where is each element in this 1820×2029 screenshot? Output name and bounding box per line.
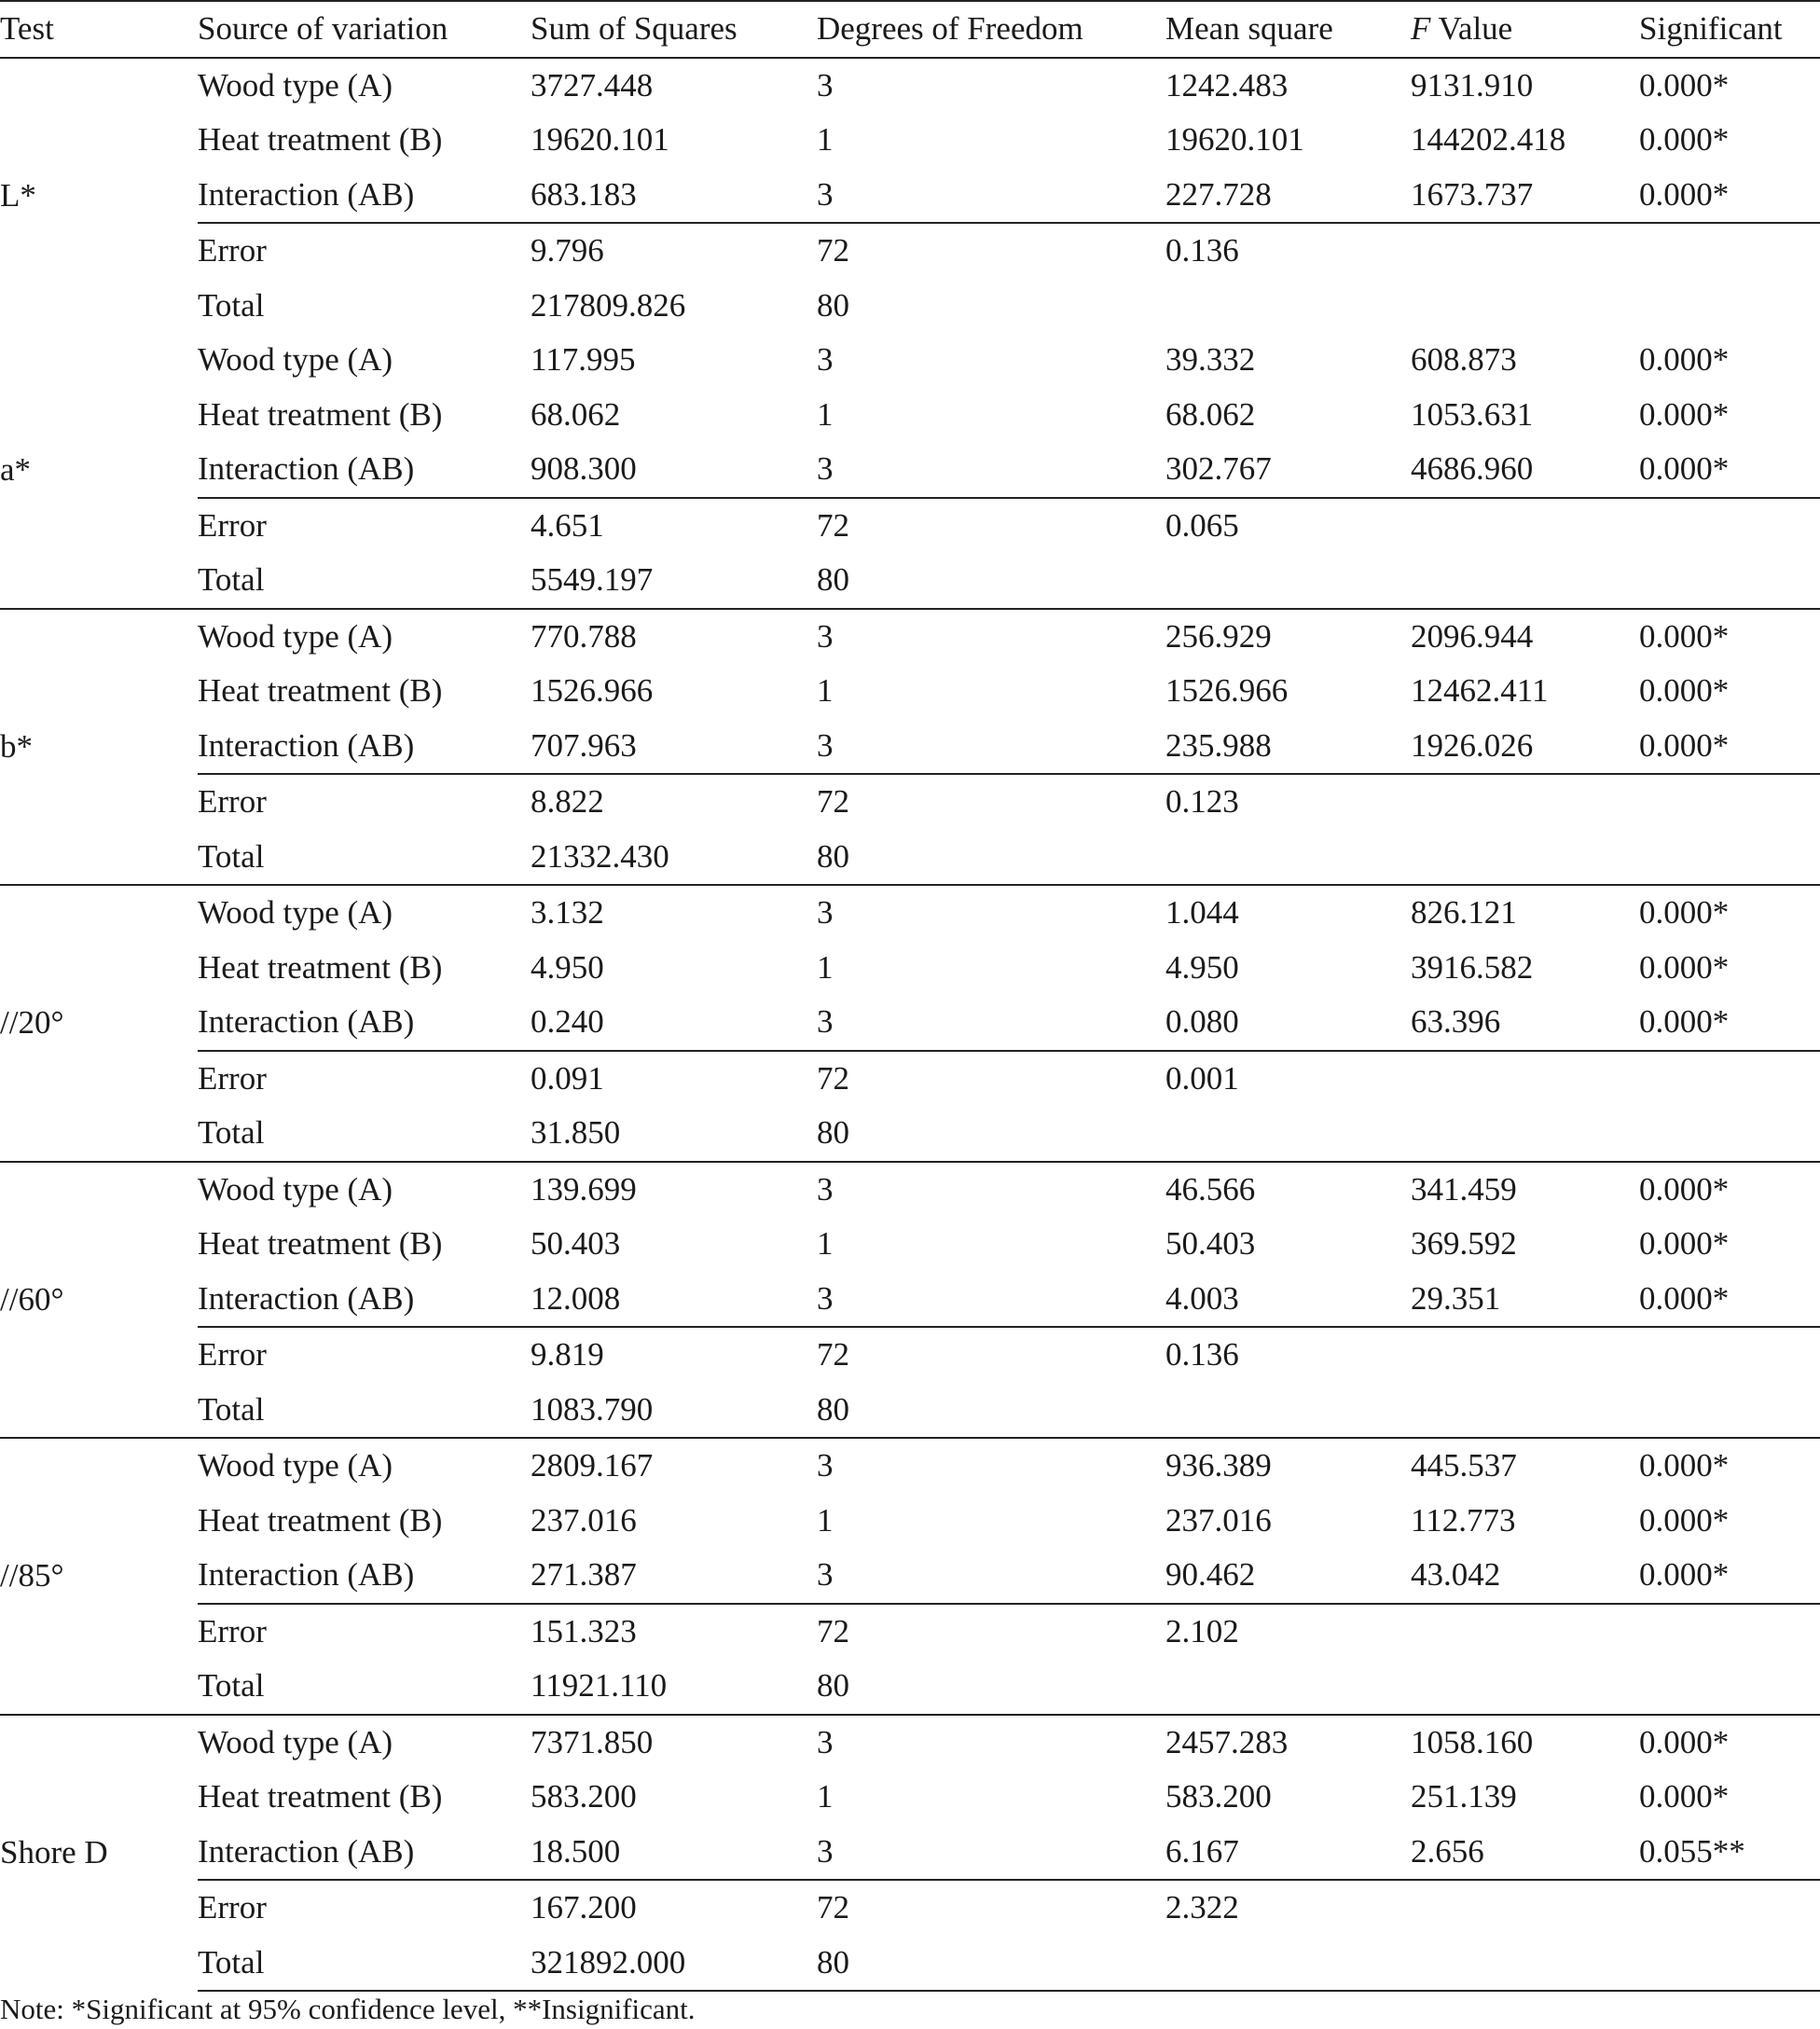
ss-cell: 151.323 bbox=[531, 1604, 817, 1660]
table-row bbox=[0, 885, 1820, 941]
table-row bbox=[0, 333, 1820, 388]
ms-cell: 936.389 bbox=[1165, 1438, 1411, 1494]
ss-cell: 9.796 bbox=[531, 223, 817, 279]
source-cell: Wood type (A) bbox=[198, 609, 531, 665]
df-cell: 3 bbox=[817, 175, 834, 213]
table-row bbox=[0, 941, 1820, 996]
df-cell: 80 bbox=[817, 286, 849, 324]
table-row bbox=[0, 1715, 1820, 1771]
f-value-cell: 2096.944 bbox=[1411, 609, 1639, 665]
ss-cell: 12.008 bbox=[531, 1279, 621, 1317]
ss-cell: 0.240 bbox=[531, 1003, 604, 1040]
df-cell: 3 bbox=[817, 1162, 1165, 1218]
ss-cell: 68.062 bbox=[531, 395, 621, 433]
ms-cell: 1.044 bbox=[1165, 885, 1411, 941]
source-cell: Interaction (AB) bbox=[198, 726, 415, 764]
sig-cell: 0.000* bbox=[1639, 609, 1820, 665]
source-cell: Interaction (AB) bbox=[198, 1003, 415, 1040]
ss-cell: 139.699 bbox=[531, 1162, 817, 1218]
header-source: Source of variation bbox=[198, 1, 531, 58]
table-row bbox=[0, 113, 1820, 168]
sig-cell bbox=[1639, 1327, 1820, 1383]
source-cell: Total bbox=[198, 286, 265, 324]
source-cell: Heat treatment (B) bbox=[198, 672, 443, 709]
df-cell: 1 bbox=[817, 121, 834, 158]
sig-cell: 0.000* bbox=[1639, 395, 1730, 433]
ss-cell: 9.819 bbox=[531, 1327, 817, 1383]
source-cell: Heat treatment (B) bbox=[198, 948, 443, 986]
df-cell: 1 bbox=[817, 672, 834, 709]
header-ss: Sum of Squares bbox=[531, 1, 817, 58]
ms-cell bbox=[1165, 830, 1411, 886]
sig-cell: 0.000* bbox=[1639, 175, 1730, 213]
f-value-cell bbox=[1411, 223, 1639, 279]
df-cell: 80 bbox=[817, 1667, 849, 1704]
ss-cell: 3727.448 bbox=[531, 66, 654, 104]
f-value-cell bbox=[1411, 1659, 1639, 1715]
ss-cell: 11921.110 bbox=[531, 1667, 668, 1704]
source-cell: Error bbox=[198, 774, 531, 830]
table-row bbox=[0, 279, 1820, 334]
sig-cell: 0.000* bbox=[1639, 1162, 1820, 1218]
sig-cell: 0.000* bbox=[1639, 1438, 1820, 1494]
ms-cell: 2.102 bbox=[1165, 1604, 1411, 1660]
ms-cell: 39.332 bbox=[1165, 341, 1256, 378]
source-cell: Total bbox=[198, 1114, 265, 1151]
source-cell: Error bbox=[198, 1051, 531, 1107]
sig-cell bbox=[1639, 1880, 1820, 1936]
ms-cell: 4.003 bbox=[1165, 1279, 1239, 1317]
source-cell: Error bbox=[198, 1604, 531, 1660]
ss-cell: 21332.430 bbox=[531, 837, 669, 875]
df-cell: 3 bbox=[817, 341, 834, 378]
source-cell: Interaction (AB) bbox=[198, 175, 415, 213]
ms-cell: 235.988 bbox=[1165, 726, 1272, 764]
table-body bbox=[0, 58, 1820, 1992]
sig-cell: 0.000* bbox=[1639, 885, 1820, 941]
sig-cell: 0.000* bbox=[1639, 726, 1730, 764]
f-value-cell bbox=[1411, 279, 1639, 334]
df-cell: 1 bbox=[817, 1501, 834, 1539]
source-cell: Total bbox=[198, 1667, 265, 1704]
source-cell: Heat treatment (B) bbox=[198, 121, 443, 158]
df-cell: 3 bbox=[817, 1003, 834, 1040]
ms-cell bbox=[1165, 1106, 1411, 1162]
df-cell: 80 bbox=[817, 561, 849, 598]
f-value-cell bbox=[1411, 774, 1639, 830]
df-cell: 80 bbox=[817, 837, 849, 875]
table-row bbox=[0, 223, 1820, 279]
sig-cell: 0.000* bbox=[1639, 1501, 1730, 1539]
header-sig: Significant bbox=[1639, 1, 1820, 58]
ms-cell: 302.767 bbox=[1165, 450, 1272, 487]
df-cell: 72 bbox=[817, 498, 1165, 554]
ss-cell: 683.183 bbox=[531, 175, 637, 213]
df-cell: 3 bbox=[817, 450, 834, 487]
ss-cell: 4.651 bbox=[531, 498, 817, 554]
f-value-cell bbox=[1411, 1604, 1639, 1660]
f-value-cell: 445.537 bbox=[1411, 1438, 1639, 1494]
ss-cell: 4.950 bbox=[531, 948, 604, 986]
sig-cell bbox=[1639, 1936, 1820, 1992]
table-row bbox=[0, 1880, 1820, 1936]
table-row bbox=[0, 1106, 1820, 1162]
f-value-cell bbox=[1411, 1880, 1639, 1936]
ms-cell: 1242.483 bbox=[1165, 66, 1289, 104]
ss-cell: 1526.966 bbox=[531, 672, 654, 709]
table-row bbox=[0, 1825, 1820, 1881]
f-value-cell: 369.592 bbox=[1411, 1225, 1517, 1262]
ms-cell: 2457.283 bbox=[1165, 1715, 1411, 1771]
source-cell: Wood type (A) bbox=[198, 885, 531, 941]
table-row bbox=[0, 609, 1820, 665]
sig-cell bbox=[1639, 1659, 1820, 1715]
header-test: Test bbox=[0, 1, 198, 58]
ms-cell: 0.080 bbox=[1165, 1003, 1239, 1040]
source-cell: Error bbox=[198, 498, 531, 554]
table-row bbox=[0, 774, 1820, 830]
table-row bbox=[0, 719, 1820, 775]
df-cell: 80 bbox=[817, 1936, 1165, 1992]
sig-cell bbox=[1639, 830, 1820, 886]
header-ms: Mean square bbox=[1165, 1, 1411, 58]
ms-cell bbox=[1165, 1659, 1411, 1715]
f-value-cell: 144202.418 bbox=[1411, 121, 1566, 158]
f-value-cell bbox=[1411, 1327, 1639, 1383]
sig-cell bbox=[1639, 279, 1820, 334]
sig-cell: 0.000* bbox=[1639, 341, 1730, 378]
f-value-cell: 1058.160 bbox=[1411, 1715, 1639, 1771]
sig-cell: 0.000* bbox=[1639, 1225, 1730, 1262]
table-row bbox=[0, 1548, 1820, 1604]
f-value-cell: 341.459 bbox=[1411, 1162, 1639, 1218]
table-row bbox=[0, 442, 1820, 498]
ms-cell: 0.123 bbox=[1165, 774, 1411, 830]
ms-cell bbox=[1165, 1383, 1411, 1439]
ms-cell: 50.403 bbox=[1165, 1225, 1256, 1262]
table-row bbox=[0, 830, 1820, 886]
table-row bbox=[0, 1217, 1820, 1272]
df-cell: 3 bbox=[817, 1715, 1165, 1771]
source-cell: Interaction (AB) bbox=[198, 1832, 415, 1870]
ss-cell: 167.200 bbox=[531, 1880, 817, 1936]
ss-cell: 217809.826 bbox=[531, 286, 686, 324]
table-row bbox=[0, 1604, 1820, 1660]
table-row bbox=[0, 1438, 1820, 1494]
source-cell: Wood type (A) bbox=[198, 1715, 531, 1771]
source-cell: Wood type (A) bbox=[198, 66, 393, 104]
test-cell: L* bbox=[0, 176, 36, 214]
table-row bbox=[0, 168, 1820, 224]
ms-cell: 4.950 bbox=[1165, 948, 1239, 986]
header-df: Degrees of Freedom bbox=[817, 1, 1165, 58]
table-row bbox=[0, 388, 1820, 443]
sig-cell bbox=[1639, 1051, 1820, 1107]
ss-cell: 19620.101 bbox=[531, 121, 669, 158]
df-cell: 80 bbox=[817, 1390, 849, 1428]
table-row bbox=[0, 1327, 1820, 1383]
f-value-cell: 63.396 bbox=[1411, 1003, 1501, 1040]
f-value-cell bbox=[1411, 498, 1639, 554]
ms-cell bbox=[1165, 1936, 1411, 1992]
sig-cell: 0.000* bbox=[1639, 1003, 1730, 1040]
source-cell: Error bbox=[198, 1327, 531, 1383]
ss-cell: 0.091 bbox=[531, 1051, 817, 1107]
table-row bbox=[0, 1659, 1820, 1715]
header-f-label: Value bbox=[1430, 10, 1513, 47]
table-header bbox=[0, 1, 1820, 58]
source-cell: Wood type (A) bbox=[198, 1162, 531, 1218]
sig-cell: 0.000* bbox=[1639, 948, 1730, 986]
source-cell: Total bbox=[198, 1390, 265, 1428]
ms-cell: 19620.101 bbox=[1165, 121, 1304, 158]
df-cell: 3 bbox=[817, 609, 1165, 665]
table-row bbox=[0, 1162, 1820, 1218]
df-cell: 1 bbox=[817, 1225, 834, 1262]
table-row bbox=[0, 1770, 1820, 1825]
f-value-cell: 29.351 bbox=[1411, 1279, 1501, 1317]
source-cell: Total bbox=[198, 561, 265, 598]
ss-cell: 2809.167 bbox=[531, 1438, 817, 1494]
ss-cell: 237.016 bbox=[531, 1501, 637, 1539]
ss-cell: 3.132 bbox=[531, 885, 817, 941]
df-cell: 1 bbox=[817, 948, 834, 986]
table-row bbox=[0, 498, 1820, 554]
source-cell: Total bbox=[198, 837, 265, 875]
ms-cell: 583.200 bbox=[1165, 1778, 1272, 1815]
source-cell: Heat treatment (B) bbox=[198, 1225, 443, 1262]
f-value-cell: 1926.026 bbox=[1411, 726, 1534, 764]
ms-cell: 0.001 bbox=[1165, 1051, 1411, 1107]
test-cell: a* bbox=[0, 451, 32, 488]
ms-cell: 90.462 bbox=[1165, 1556, 1256, 1593]
table-row bbox=[0, 553, 1820, 609]
sig-cell: 0.000* bbox=[1639, 1279, 1730, 1317]
ms-cell: 46.566 bbox=[1165, 1162, 1411, 1218]
test-cell: Shore D bbox=[0, 1715, 198, 1992]
ss-cell: 707.963 bbox=[531, 726, 637, 764]
ss-cell: 31.850 bbox=[531, 1114, 621, 1151]
ss-cell: 321892.000 bbox=[531, 1936, 817, 1992]
sig-cell bbox=[1639, 774, 1820, 830]
f-value-cell: 608.873 bbox=[1411, 341, 1517, 378]
f-value-cell: 1673.737 bbox=[1411, 175, 1534, 213]
source-cell: Interaction (AB) bbox=[198, 1556, 415, 1593]
f-value-cell: 43.042 bbox=[1411, 1556, 1501, 1593]
ms-cell bbox=[1165, 553, 1411, 609]
f-value-cell bbox=[1411, 1936, 1639, 1992]
test-cell: //20° bbox=[0, 885, 198, 1162]
source-cell: Error bbox=[198, 223, 531, 279]
ms-cell: 6.167 bbox=[1165, 1832, 1239, 1870]
sig-cell bbox=[1639, 553, 1820, 609]
ss-cell: 8.822 bbox=[531, 774, 817, 830]
df-cell: 72 bbox=[817, 1051, 1165, 1107]
df-cell: 72 bbox=[817, 774, 1165, 830]
f-value-cell: 3916.582 bbox=[1411, 948, 1534, 986]
ms-cell: 0.065 bbox=[1165, 498, 1411, 554]
f-value-cell bbox=[1411, 1106, 1639, 1162]
ss-cell: 271.387 bbox=[531, 1556, 637, 1593]
ms-cell: 256.929 bbox=[1165, 609, 1411, 665]
df-cell: 3 bbox=[817, 1832, 834, 1870]
ms-cell: 2.322 bbox=[1165, 1880, 1411, 1936]
df-cell: 3 bbox=[817, 1279, 834, 1317]
table-row bbox=[0, 1383, 1820, 1439]
f-value-cell: 4686.960 bbox=[1411, 450, 1534, 487]
ms-cell: 68.062 bbox=[1165, 395, 1256, 433]
ss-cell: 18.500 bbox=[531, 1832, 621, 1870]
f-value-cell: 251.139 bbox=[1411, 1778, 1517, 1815]
table-row bbox=[0, 1936, 1820, 1992]
df-cell: 3 bbox=[817, 726, 834, 764]
ss-cell: 583.200 bbox=[531, 1778, 637, 1815]
f-value-cell bbox=[1411, 1051, 1639, 1107]
f-value-cell: 826.121 bbox=[1411, 885, 1639, 941]
table-row bbox=[0, 58, 1820, 114]
table-row bbox=[0, 1051, 1820, 1107]
sig-cell: 0.000* bbox=[1639, 66, 1730, 104]
test-cell: //85° bbox=[0, 1438, 198, 1715]
sig-cell bbox=[1639, 1604, 1820, 1660]
df-cell: 80 bbox=[817, 1114, 849, 1151]
ss-cell: 1083.790 bbox=[531, 1390, 654, 1428]
sig-cell: 0.000* bbox=[1639, 1715, 1820, 1771]
header-f-value bbox=[1411, 1, 1639, 58]
df-cell: 3 bbox=[817, 1556, 834, 1593]
source-cell: Error bbox=[198, 1880, 531, 1936]
df-cell: 3 bbox=[817, 1438, 1165, 1494]
df-cell: 72 bbox=[817, 1604, 1165, 1660]
ss-cell: 770.788 bbox=[531, 609, 817, 665]
ms-cell: 0.136 bbox=[1165, 223, 1411, 279]
table-row bbox=[0, 1494, 1820, 1549]
source-cell: Heat treatment (B) bbox=[198, 1778, 443, 1815]
ms-cell: 237.016 bbox=[1165, 1501, 1272, 1539]
f-value-cell: 12462.411 bbox=[1411, 672, 1549, 709]
source-cell: Heat treatment (B) bbox=[198, 395, 443, 433]
source-cell: Interaction (AB) bbox=[198, 1279, 415, 1317]
df-cell: 3 bbox=[817, 885, 1165, 941]
df-cell: 3 bbox=[817, 66, 834, 104]
ss-cell: 50.403 bbox=[531, 1225, 621, 1262]
sig-cell bbox=[1639, 1106, 1820, 1162]
f-value-cell: 9131.910 bbox=[1411, 66, 1534, 104]
f-value-cell bbox=[1411, 553, 1639, 609]
table-row bbox=[0, 664, 1820, 719]
ss-cell: 908.300 bbox=[531, 450, 637, 487]
sig-cell: 0.000* bbox=[1639, 672, 1730, 709]
ss-cell: 5549.197 bbox=[531, 561, 654, 598]
ms-cell bbox=[1165, 279, 1411, 334]
f-value-cell bbox=[1411, 830, 1639, 886]
sig-cell: 0.055** bbox=[1639, 1832, 1745, 1870]
f-value-cell: 112.773 bbox=[1411, 1501, 1516, 1539]
table-note: Note: *Significant at 95% confidence level, **Insignificant. bbox=[0, 1993, 696, 2025]
sig-cell: 0.000* bbox=[1639, 121, 1730, 158]
df-cell: 72 bbox=[817, 223, 1165, 279]
source-cell: Wood type (A) bbox=[198, 341, 393, 378]
table-row bbox=[0, 1272, 1820, 1328]
sig-cell bbox=[1639, 498, 1820, 554]
ms-cell: 1526.966 bbox=[1165, 672, 1289, 709]
source-cell: Wood type (A) bbox=[198, 1438, 531, 1494]
sig-cell bbox=[1639, 223, 1820, 279]
ss-cell: 117.995 bbox=[531, 341, 636, 378]
sig-cell bbox=[1639, 1383, 1820, 1439]
df-cell: 72 bbox=[817, 1880, 1165, 1936]
df-cell: 72 bbox=[817, 1327, 1165, 1383]
f-value-cell bbox=[1411, 1383, 1639, 1439]
source-cell: Total bbox=[198, 1936, 531, 1992]
source-cell: Interaction (AB) bbox=[198, 450, 415, 487]
df-cell: 1 bbox=[817, 395, 834, 433]
f-value-cell: 1053.631 bbox=[1411, 395, 1534, 433]
source-cell: Heat treatment (B) bbox=[198, 1501, 443, 1539]
header-f-symbol: F bbox=[1411, 10, 1431, 47]
ms-cell: 0.136 bbox=[1165, 1327, 1411, 1383]
sig-cell: 0.000* bbox=[1639, 1778, 1730, 1815]
ms-cell: 227.728 bbox=[1165, 175, 1272, 213]
sig-cell: 0.000* bbox=[1639, 450, 1730, 487]
df-cell: 1 bbox=[817, 1778, 834, 1815]
ss-cell: 7371.850 bbox=[531, 1715, 817, 1771]
test-cell: b* bbox=[0, 609, 198, 886]
f-value-cell: 2.656 bbox=[1411, 1832, 1484, 1870]
test-cell: //60° bbox=[0, 1162, 198, 1439]
sig-cell: 0.000* bbox=[1639, 1556, 1730, 1593]
table-row bbox=[0, 995, 1820, 1051]
